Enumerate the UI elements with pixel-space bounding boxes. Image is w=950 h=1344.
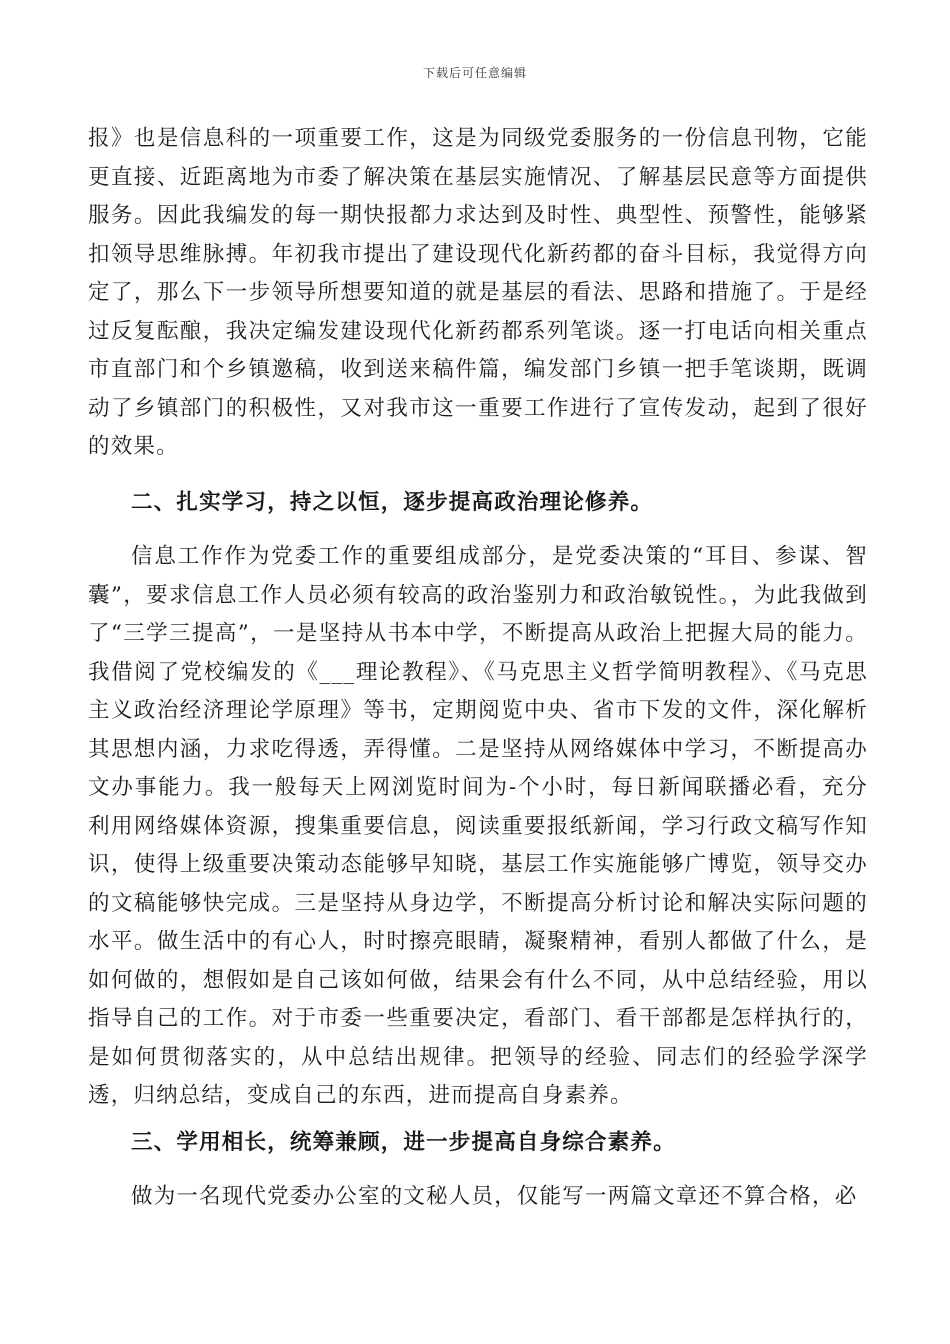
page-header: 下载后可任意编辑 (422, 66, 527, 80)
paragraph-section-2 (88, 538, 868, 1116)
body-paragraph: 信息工作作为党委工作的重要组成部分，是党委决策的“耳目、参谋、智囊”，要求信息工作人员必须有较高的政治鉴别力和政治敏锐性。，为此我做到了“三学三提高”，一是坚持从书本中学，不断提高从政治上把握大局的能力。我借阅了党校编发的《___理论教程》、《马克思主义哲学简明教程》、《马克思主义政治经济理论学原理》等书，定期阅览中央、省市下发的文件，深化解析其思想内涵，力求吃得透，弄得懂。二是坚持从网络媒体中学习，不断提高办文办事能力。我一般每天上网浏览时间为-个小时，每日新闻联播必看，充分利用网络媒体资源，搜集重要信息，阅读重要报纸新闻，学习行政文稿写作知识，使得上级重要决策动态能够早知晓，基层工作实施能够广博览，领导交办的文稿能够快完成。三是坚持从身边学，不断提高分析讨论和解决实际问题的水平。做生活中的有心人，时时擦亮眼睛，凝聚精神，看别人都做了什么，是如何做的，想假如是自己该如何做，结果会有什么不同，从中总结经验，用以指导自己的工作。对于市委一些重要决定，看部门、看干部都是怎样执行的，是如何贯彻落实的，从中总结出规律。把领导的经验、同志们的经验学深学透，归纳总结，变成自己的东西，进而提高自身素养。 (88, 544, 868, 1108)
section-heading: 二、扎实学习，持之以恒，逐步提高政治理论修养。 (131, 490, 654, 515)
heading-section-2 (88, 484, 868, 523)
paragraph-section-1 (88, 120, 868, 467)
body-paragraph: 报》也是信息科的一项重要工作，这是为同级党委服务的一份信息刊物，它能更直接、近距离地为市委了解决策在基层实施情况、了解基层民意等方面提供服务。因此我编发的每一期快报都力求达到及时性、典型性、预警性，能够紧扣领导思维脉搏。年初我市提出了建设现代化新药都的奋斗目标，我觉得方向定了，那么下一步领导所想要知道的就是基层的看法、思路和措施了。于是经过反复酝酿，我决定编发建设现代化新药都系列笔谈。逐一打电话向相关重点市直部门和个乡镇邀稿，收到送来稿件篇，编发部门乡镇一把手笔谈期，既调动了乡镇部门的积极性，又对我市这一重要工作进行了宣传发动，起到了很好的效果。 (88, 126, 868, 459)
section-heading: 三、学用相长，统筹兼顾，进一步提高自身综合素养。 (131, 1130, 676, 1155)
body-paragraph: 做为一名现代党委办公室的文秘人员，仅能写一两篇文章还不算合格，必 (131, 1184, 858, 1209)
paragraph-section-3 (88, 1178, 868, 1217)
heading-section-3 (88, 1124, 868, 1163)
